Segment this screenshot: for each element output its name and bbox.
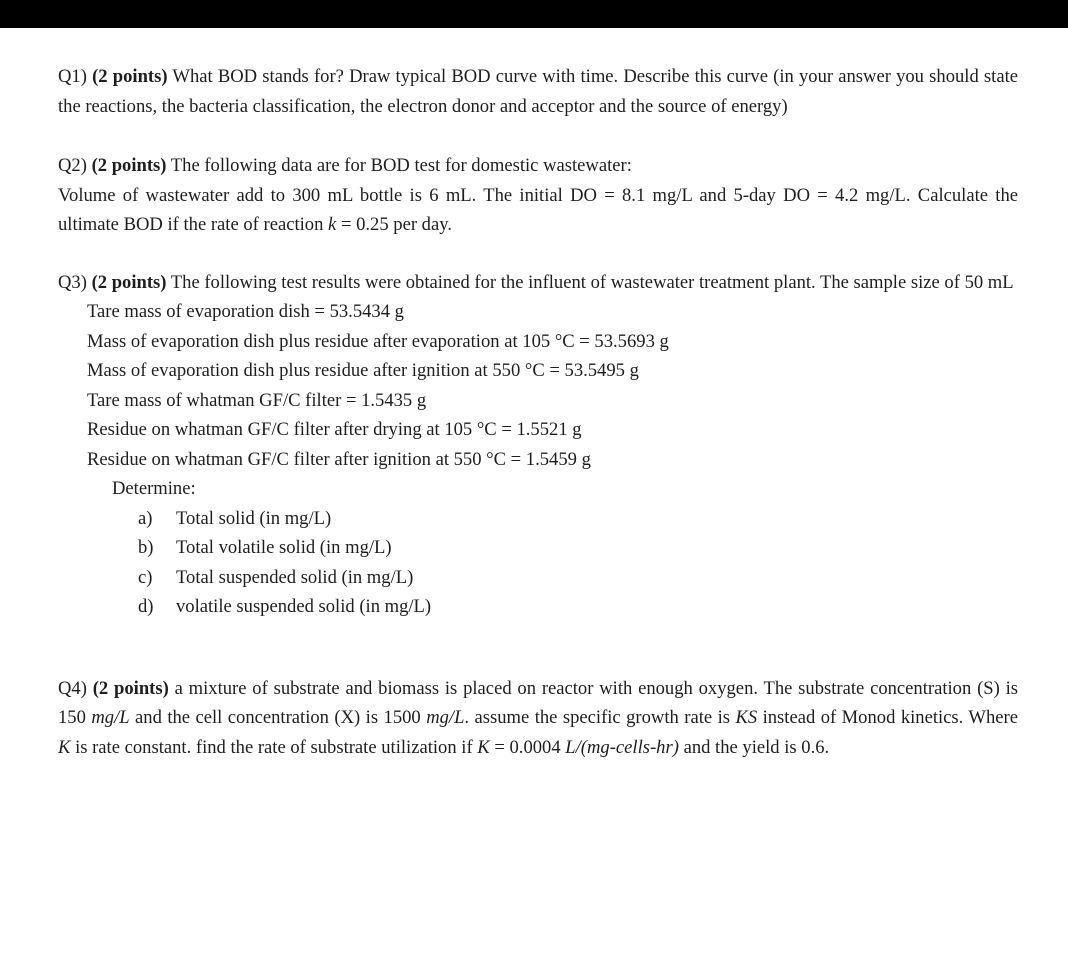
item-letter: a) xyxy=(138,507,153,529)
data-line: Mass of evaporation dish plus residue after evaporation at 105 °C = 53.5693 g xyxy=(87,330,669,352)
list-item xyxy=(138,504,1018,534)
question-2-intro-text: The following data are for BOD test for domestic wastewater: xyxy=(170,155,632,176)
item-text: Total solid (in mg/L) xyxy=(176,507,332,529)
question-4-ks: KS xyxy=(735,707,758,728)
question-3-number: Q3) xyxy=(58,271,87,293)
data-line: Tare mass of whatman GF/C filter = 1.5435 g xyxy=(87,389,427,411)
question-3-text: The following test results were obtained for the influent of wastewater treatment plant. The sample size of 50 mL xyxy=(170,271,1014,293)
question-1-points: (2 points) xyxy=(92,66,168,87)
question-2-k-variable: k xyxy=(328,214,337,235)
data-line: Residue on whatman GF/C filter after drying at 105 °C = 1.5521 g xyxy=(87,419,582,440)
data-line: Tare mass of evaporation dish = 53.5434 g xyxy=(87,301,404,322)
item-text: Total volatile solid (in mg/L) xyxy=(176,537,392,558)
determine-items xyxy=(58,504,1018,622)
question-4 xyxy=(58,674,1018,763)
question-3-data-list xyxy=(58,297,1018,474)
question-4-k2: K xyxy=(477,736,490,758)
question-4-text-7: and the yield is 0.6. xyxy=(683,736,830,758)
question-3-points: (2 points) xyxy=(91,271,167,293)
question-4-text-2: and the cell concentration (X) is 1500 xyxy=(135,707,421,728)
question-sheet xyxy=(58,62,1018,762)
question-3 xyxy=(58,268,1018,298)
question-2-number: Q2) xyxy=(58,155,87,176)
question-4-text-1: a mixture of substrate and biomass is placed on reactor with enough oxygen. The substrate concentration (S) is 150 xyxy=(58,677,1019,728)
top-black-bar xyxy=(0,0,1068,28)
question-4-points: (2 points) xyxy=(92,677,169,699)
question-4-k: K xyxy=(58,736,71,758)
question-2-intro xyxy=(58,151,1018,181)
question-4-text-6: = 0.0004 xyxy=(494,736,561,758)
question-4-number: Q4) xyxy=(58,677,87,699)
question-2-data-suffix: = 0.25 per day. xyxy=(340,214,452,235)
question-4-text-3: . assume the specific growth rate is xyxy=(464,707,730,728)
list-item xyxy=(138,592,1018,622)
data-line: Mass of evaporation dish plus residue after ignition at 550 °C = 53.5495 g xyxy=(87,360,639,381)
question-4-unit-2: mg/L xyxy=(426,707,465,728)
question-1 xyxy=(58,62,1018,121)
question-1-number: Q1) xyxy=(58,66,87,87)
list-item xyxy=(138,533,1018,563)
question-4-unit-1: mg/L xyxy=(91,707,130,728)
determine-label: Determine: xyxy=(112,478,196,499)
question-2-data-prefix: Volume of wastewater add to 300 mL bottle is 6 mL. The initial DO = 8.1 mg/L and 5-day DO = 4.2 mg/L. Calculate the ultimate BOD if the rate of reaction xyxy=(58,184,1018,235)
question-4-text-5: is rate constant. find the rate of substrate utilization if xyxy=(75,736,473,758)
question-2-points: (2 points) xyxy=(91,155,167,176)
question-1-text: What BOD stands for? Draw typical BOD curve with time. Describe this curve (in your answer you should state the reactions, the bacteria classification, the electron donor and acceptor and the source of energy) xyxy=(58,66,1019,117)
item-letter: d) xyxy=(138,596,154,617)
item-text: volatile suspended solid (in mg/L) xyxy=(176,596,432,617)
data-line: Residue on whatman GF/C filter after ignition at 550 °C = 1.5459 g xyxy=(87,448,591,470)
item-letter: b) xyxy=(138,537,154,558)
question-4-unit-3: L/(mg-cells-hr) xyxy=(565,736,679,758)
question-4-text-4: instead of Monod kinetics. Where xyxy=(762,707,1018,728)
list-item xyxy=(138,563,1018,593)
item-text: Total suspended solid (in mg/L) xyxy=(176,566,414,588)
question-2-data xyxy=(58,181,1018,240)
item-letter: c) xyxy=(138,566,153,588)
